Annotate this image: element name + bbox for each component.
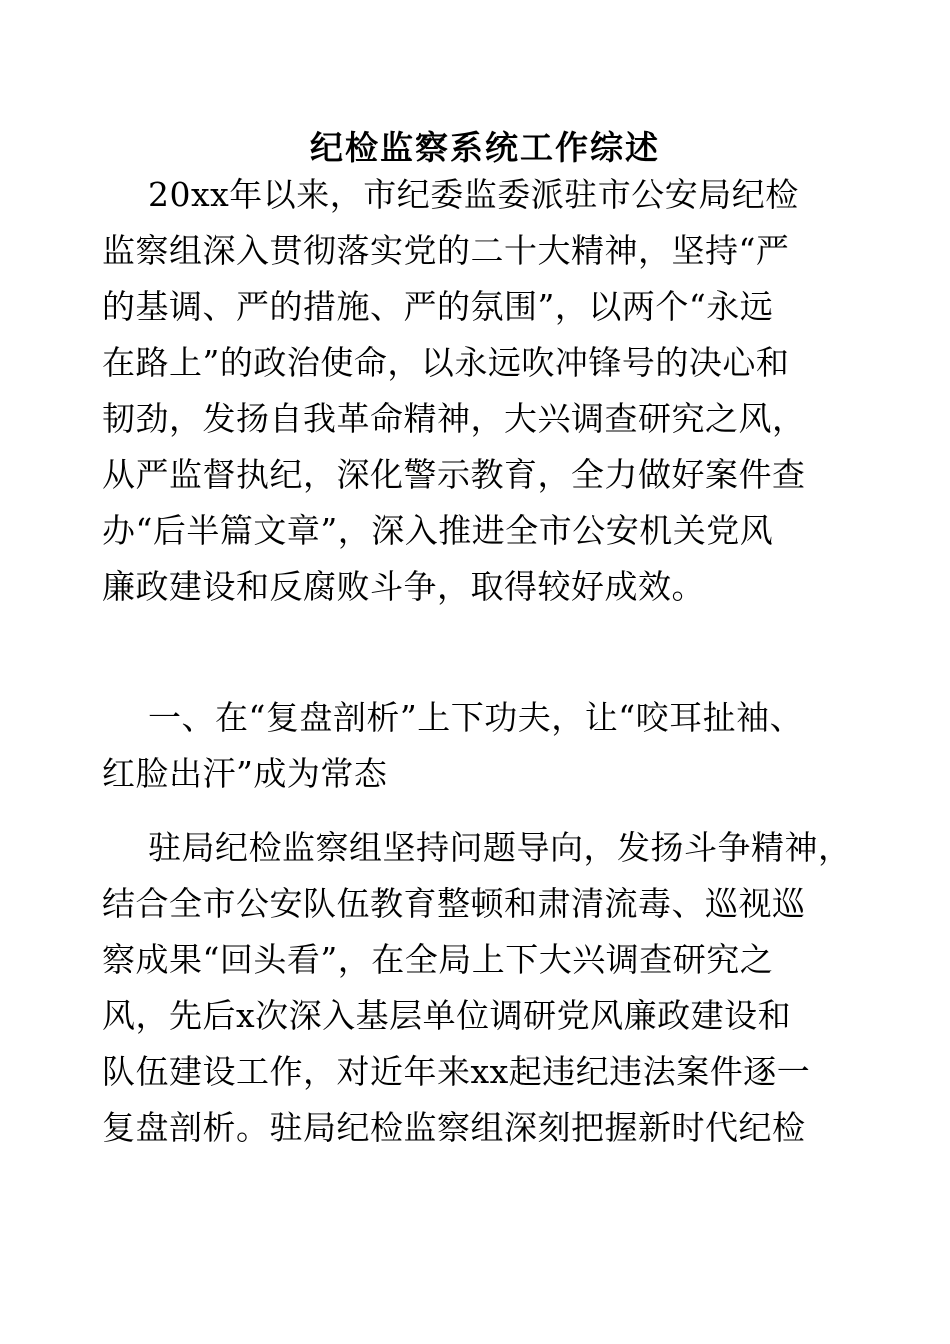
text-line: 在路上”的政治使命，以永远吹冲锋号的决心和 [102,343,790,382]
text-line: 红脸出汗”成为常态 [102,754,388,793]
text-line: 从严监督执纪，深化警示教育，全力做好案件查 [102,455,806,494]
text-line: 风，先后x次深入基层单位调研党风廉政建设和 [102,996,792,1035]
text-line: 20xx年以来，市纪委监委派驻市公安局纪检 [148,175,799,214]
text-line: 韧劲，发扬自我革命精神，大兴调查研究之风， [102,399,806,438]
text-line: 察成果“回头看”，在全局上下大兴调查研究之 [102,940,774,979]
text-line: 的基调、严的措施、严的氛围”，以两个“永远 [102,287,774,326]
paragraph-intro [102,167,868,615]
text-line: 队伍建设工作，对近年来xx起违纪违法案件逐一 [102,1052,811,1091]
text-line: 办“后半篇文章”，深入推进全市公安机关党风 [102,511,774,550]
text-line: 监察组深入贯彻落实党的二十大精神，坚持“严 [102,231,790,270]
text-line: 廉政建设和反腐败斗争，取得较好成效。 [102,567,705,606]
text-line: 驻局纪检监察组坚持问题导向，发扬斗争精神， [148,828,852,867]
document-title: 纪检监察系统工作综述 [310,128,660,167]
paragraph-body [102,820,868,1156]
text-line: 复盘剖析。驻局纪检监察组深刻把握新时代纪检 [102,1108,806,1147]
text-line: 结合全市公安队伍教育整顿和肃清流毒、巡视巡 [102,884,806,923]
section-heading-1 [102,690,868,802]
text-line: 一、在“复盘剖析”上下功夫，让“咬耳扯袖、 [148,698,804,737]
